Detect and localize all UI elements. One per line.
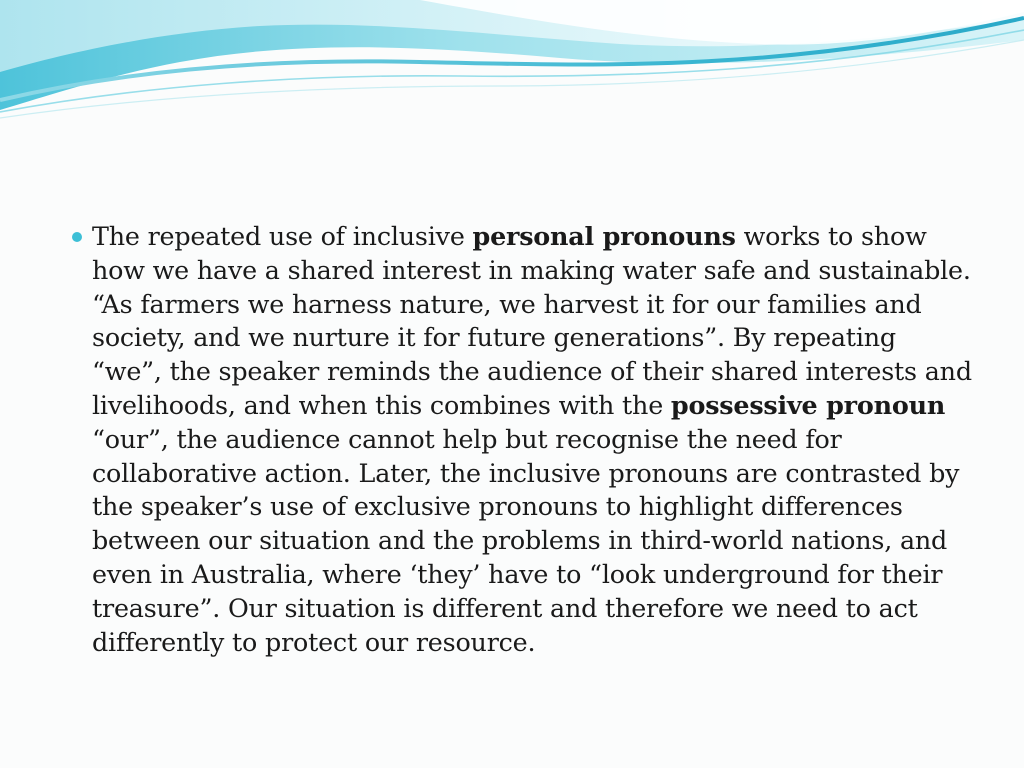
paragraph-segment-4-bold: possessive pronoun bbox=[670, 389, 946, 420]
paragraph-segment-1: The repeated use of inclusive bbox=[92, 221, 473, 251]
bullet-dot-icon bbox=[72, 232, 82, 242]
content-area bbox=[72, 220, 972, 659]
bullet-item bbox=[72, 220, 972, 659]
paragraph-segment-3: works to show how we have a shared interest in making water safe and sustainable. “As farmers we harness nature, we harvest it for our families and society, and we nurture it for future generations”. By repeating “we”, the speaker reminds the audience of their shared interests and livelihoods, and when this combines with the bbox=[92, 221, 972, 420]
bullet-paragraph bbox=[92, 220, 972, 659]
wave-header-decoration bbox=[0, 0, 1024, 130]
paragraph-segment-2-bold: personal pronouns bbox=[472, 221, 736, 251]
paragraph-segment-5: “our”, the audience cannot help but recognise the need for collaborative action. Later, the inclusive pronouns are contrasted by the speaker’s use of exclusive pronouns to highlight differences between our situation and the problems in third-world nations, and even in Australia, where ‘they’ have to “look underground for their treasure”. Our situation is different and therefore we need to act differently to protect our resource. bbox=[92, 423, 960, 657]
